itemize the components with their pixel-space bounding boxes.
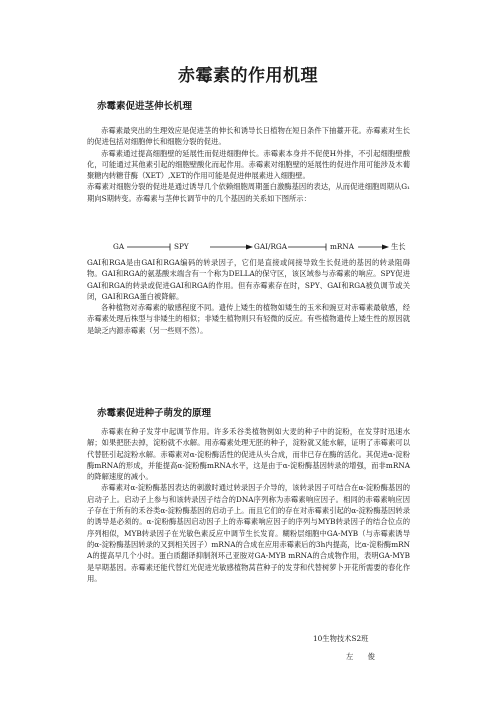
section-heading-stem-elongation: 赤霉素促进茎伸长机理 bbox=[97, 101, 193, 112]
section1-paragraphs-before bbox=[87, 125, 410, 204]
diagram-node-mrna: mRNA bbox=[330, 242, 355, 251]
diagram-node-ga: GA bbox=[113, 242, 125, 251]
paragraph: 赤霉素对细胞分裂的促进是通过诱导几个依赖细胞周期蛋白激酶基因的表达，从而促进细胞周期从G₁期向S期转变。赤霉素与茎伸长调节中的几个基因的关系如下图所示： bbox=[87, 182, 410, 203]
section-heading-seed-germination: 赤霉素促进种子萌发的原理 bbox=[97, 408, 212, 419]
gene-regulation-diagram bbox=[0, 242, 496, 254]
paragraph: GAI和RGA是由GAI和RGA编码的转录因子，它们是直接或间接导致生长促进的基因的转录阻碍物。GAI和RGA的氨基酸末端含有一个称为DELLA的保守区，该区域参与赤霉素的响应。SPY促进GAI和RGA的转录或促进GAI和RGA的作用。但有赤霉素存在时，SPY、GAI和RGA被负调节或关闭，GAI和RGA蛋白被降解。 bbox=[87, 258, 410, 301]
paragraph: 赤霉素在种子发芽中起调节作用。许多禾谷类植物例如大麦的种子中的淀粉，在发芽时迅速水解；如果把胚去掉，淀粉就不水解。用赤霉素处理无胚的种子，淀粉就又能水解，证明了赤霉素可以代替胚引起淀粉水解。赤霉素对α-淀粉酶活性的促进从头合成，而非已存在酶的活化。其促进α-淀粉酶mRNA的形成，并能提高α-淀粉酶mRNA水平，这是由于α-淀粉酶基因转录的增强，而非mRNA的降解速度的减小。 bbox=[87, 427, 410, 482]
section2-paragraphs bbox=[87, 426, 410, 584]
author-name: 左 俊 bbox=[346, 652, 381, 661]
diagram-arrows bbox=[0, 242, 496, 254]
diagram-node-spy: SPY bbox=[174, 242, 189, 251]
diagram-node-gai-rga: GAI/RGA bbox=[254, 242, 288, 251]
paragraph: 赤霉素通过提高细胞壁的延展性而促进细胞伸长。赤霉素本身并不促使H外排，不引起细胞壁酸化，可能通过其他素引起的细胞壁酸化而起作用。赤霉素对细胞壁的延展性的促进作用可能涉及木葡聚糖内转糖苷酶（XET）,XET的作用可能是促进伸展素进入细胞壁。 bbox=[87, 148, 410, 181]
author-class: 10生物技术S2班 bbox=[313, 634, 369, 643]
paragraph: 各种植物对赤霉素的敏感程度不同。遗传上矮生的植物如矮生的玉米和豌豆对赤霉素最敏感，经赤霉素处理后株型与非矮生的相似；非矮生植物则只有轻微的反应。有些植物遗传上矮生性的原因就是缺乏内源赤霉素（另一些则不然）。 bbox=[87, 303, 410, 335]
diagram-node-growth: 生长 bbox=[391, 242, 406, 251]
paragraph: 赤霉素对α-淀粉酶基因表达的刺激时通过转录因子介导的，该转录因子可结合在α-淀粉酶基因的启动子上。启动子上参与和该转录因子结合的DNA序列称为赤霉素响应因子。相同的赤霉素响应因子存在于所有的禾谷类α-淀粉酶基因的启动子上。而且它们的存在对赤霉素引起的α-淀粉酶基因转录的诱导是必须的。α-淀粉酶基因启动因子上的赤霉素响应因子的序列与MYB转录因子的结合位点的序列相似，MYB转录因子在光敏色素反应中调节生长发育。糊粉层细胞中GA-MYB（与赤霉素诱导的α-淀粉酶基因转录的又到相关因子）mRNA的合成在应用赤霉素后的3h内提高，比α-淀粉酶mRNA的提高早几个小时。蛋白质翻译抑制剂环己亚胺对GA-MYB mRNA的合成物作用，表明GA-MYB是早期基因。赤霉素还能代替红光促进光敏感植物莴苣种子的发芽和代替树萝卜开花所需要的春化作用。 bbox=[87, 483, 410, 583]
paragraph: 赤霉素最突出的生理效应是促进茎的伸长和诱导长日植物在短日条件下抽薹开花。赤霉素对生长的促进包括对细胞伸长和细胞分裂的促进。 bbox=[87, 126, 410, 147]
page-title: 赤霉素的作用机理 bbox=[178, 66, 318, 86]
section1-paragraphs-after bbox=[87, 257, 410, 336]
